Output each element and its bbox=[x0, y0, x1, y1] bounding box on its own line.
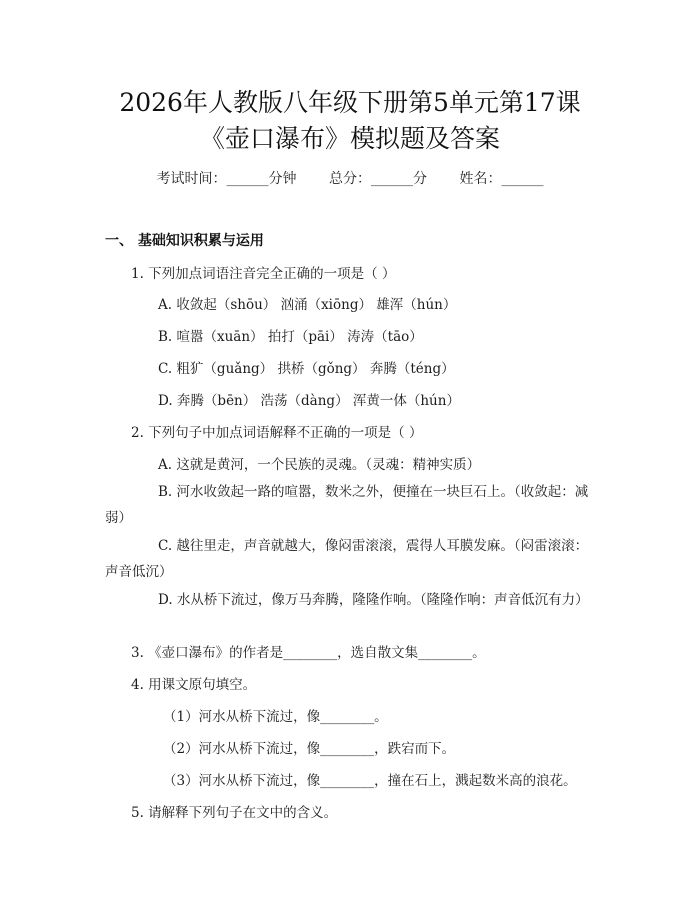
q2-option-b: B. 河水收敛起一路的喧嚣，数米之外，便撞在一块巨石上。（收敛起：减弱） bbox=[105, 484, 589, 526]
q4-item-3: （3）河水从桥下流过，像________，撞在石上，溅起数米高的浪花。 bbox=[163, 773, 577, 789]
q2-option-a: A. 这就是黄河，一个民族的灵魂。（灵魂：精神实质） bbox=[158, 457, 481, 473]
question-4: 4. 用课文原句填空。 bbox=[131, 677, 257, 693]
q2-option-c: C. 越往里走，声音就越大，像闷雷滚滚，震得人耳膜发麻。（闷雷滚滚：声音低沉） bbox=[105, 538, 589, 580]
title-line-2: 《壶口瀑布》模拟题及答案 bbox=[199, 124, 500, 153]
q4-item-1: （1）河水从桥下流过，像________。 bbox=[163, 709, 388, 725]
q1-option-b: B. 喧嚣（xuān） 拍打（pāi） 涛涛（tāo） bbox=[158, 329, 423, 345]
q1-option-c: C. 粗犷（guǎng） 拱桥（gǒng） 奔腾（téng） bbox=[158, 361, 455, 377]
q1-option-d: D. 奔腾（bēn） 浩荡（dàng） 浑黄一体（hún） bbox=[158, 393, 460, 409]
student-name: 姓名：______ bbox=[459, 171, 544, 187]
question-2: 2. 下列句子中加点词语解释不正确的一项是（ ） bbox=[131, 425, 423, 441]
title-line-1: 2026年人教版八年级下册第5单元第17课 bbox=[119, 88, 581, 117]
question-3: 3. 《壶口瀑布》的作者是________，选自散文集________。 bbox=[131, 645, 486, 661]
q1-option-a: A. 收敛起（shōu） 汹涌（xiōng） 雄浑（hún） bbox=[158, 297, 457, 313]
section-heading: 一、 基础知识积累与运用 bbox=[105, 233, 264, 249]
exam-time: 考试时间：______分钟 bbox=[156, 171, 297, 187]
exam-meta bbox=[0, 168, 700, 188]
q4-item-2: （2）河水从桥下流过，像________，跌宕而下。 bbox=[163, 741, 456, 757]
question-1: 1. 下列加点词语注音完全正确的一项是（ ） bbox=[131, 266, 396, 282]
question-5: 5. 请解释下列句子在文中的含义。 bbox=[131, 805, 338, 821]
q2-option-d: D. 水从桥下流过，像万马奔腾，隆隆作响。（隆隆作响：声音低沉有力） bbox=[158, 592, 589, 608]
total-score: 总分：______分 bbox=[329, 171, 427, 187]
